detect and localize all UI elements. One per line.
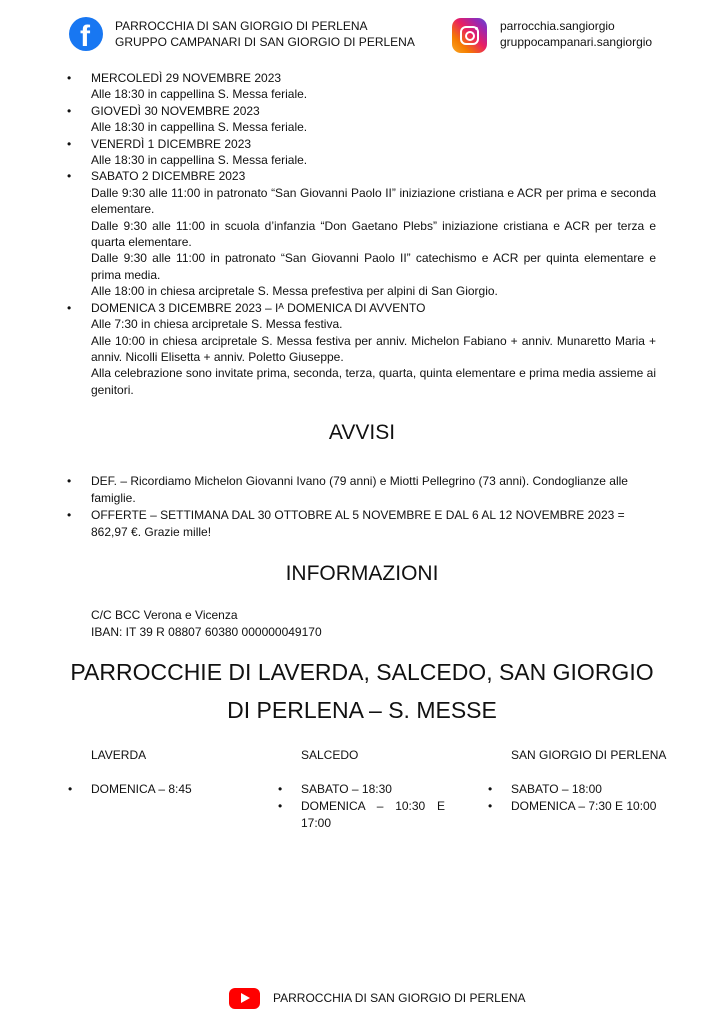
- schedule-line: Alle 18:30 in cappellina S. Messa feriale.: [91, 153, 308, 168]
- schedule-line: Alle 18:00 in chiesa arcipretale S. Messa prefestiva per alpini di San Giorgio.: [91, 284, 498, 299]
- mass-time: SABATO – 18:00: [511, 782, 602, 796]
- avvisi-heading: AVVISI: [328, 421, 396, 444]
- footer: [0, 988, 724, 1010]
- weekly-schedule: [0, 70, 724, 398]
- avviso-text: DEF. – Ricordiamo Michelon Giovanni Ivano (79 anni) e Miotti Pellegrino (73 anni). Condoglianze alle famiglie.: [91, 474, 628, 505]
- mass-time: DOMENICA – 8:45: [91, 782, 192, 796]
- mass-column-san-giorgio: [488, 748, 671, 815]
- schedule-day: MERCOLEDÌ 29 NOVEMBRE 2023: [91, 71, 282, 85]
- instagram-account-1: parrocchia.sangiorgio: [500, 19, 615, 33]
- bullet: •: [67, 103, 72, 118]
- mass-time: DOMENICA – 7:30 E 10:00: [511, 799, 657, 813]
- instagram-account-2: gruppocampanari.sangiorgio: [500, 35, 653, 49]
- schedule-item: [0, 70, 724, 103]
- schedule-item: [0, 136, 724, 169]
- schedule-line: Alla celebrazione sono invitate prima, seconda, terza, quarta, quinta elementare e prima media assieme ai genitori.: [91, 366, 656, 397]
- schedule-item: [0, 168, 724, 299]
- parish-name: SALCEDO: [301, 748, 359, 762]
- schedule-line: Dalle 9:30 alle 11:00 in patronato “San Giovanni Paolo II” catechismo e ACR per quinta elementare e prima media.: [91, 251, 656, 282]
- schedule-day: SABATO 2 DICEMBRE 2023: [91, 169, 246, 184]
- facebook-accounts: [115, 18, 415, 50]
- youtube-icon[interactable]: [229, 988, 260, 1009]
- bullet: •: [68, 782, 73, 796]
- mass-time: SABATO – 18:30: [301, 782, 392, 796]
- avviso-text: OFFERTE – SETTIMANA DAL 30 OTTOBRE AL 5 NOVEMBRE E DAL 6 AL 12 NOVEMBRE 2023 = 862,97 €. Grazie mille!: [91, 508, 625, 539]
- mass-time-item: [278, 798, 445, 832]
- informazioni-heading: INFORMAZIONI: [285, 562, 439, 585]
- schedule-line: Alle 18:30 in cappellina S. Messa feriale.: [91, 120, 308, 135]
- avviso-item: [0, 507, 724, 541]
- parish-name: LAVERDA: [91, 748, 147, 762]
- bullet: •: [67, 508, 72, 522]
- facebook-group-name: GRUPPO CAMPANARI DI SAN GIORGIO DI PERLENA: [115, 35, 415, 49]
- parish-name: SAN GIORGIO DI PERLENA: [511, 748, 667, 762]
- iban: IBAN: IT 39 R 08807 60380 000000049170: [91, 624, 322, 639]
- instagram-icon[interactable]: [452, 18, 487, 53]
- schedule-item: [0, 300, 724, 398]
- schedule-line: Alle 18:30 in cappellina S. Messa feriale.: [91, 87, 308, 102]
- bullet: •: [67, 71, 72, 85]
- bullet: •: [67, 474, 72, 488]
- mass-column-salcedo: [278, 748, 445, 832]
- facebook-icon[interactable]: f: [69, 17, 103, 51]
- bullet: •: [67, 300, 72, 315]
- schedule-line: Dalle 9:30 alle 11:00 in patronato “San Giovanni Paolo II” iniziazione cristiana e ACR per prima e seconda elementare.: [91, 185, 656, 217]
- schedule-day: GIOVEDÌ 30 NOVEMBRE 2023: [91, 103, 260, 118]
- schedule-day: VENERDÌ 1 DICEMBRE 2023: [91, 136, 252, 151]
- facebook-page-name: PARROCCHIA DI SAN GIORGIO DI PERLENA: [115, 19, 368, 33]
- schedule-line: Dalle 9:30 alle 11:00 in scuola d’infanzia “Don Gaetano Plebs” iniziazione cristiana e ACR per terza e quarta elementare.: [91, 218, 656, 250]
- mass-time-item: [68, 781, 251, 798]
- bullet: •: [488, 799, 493, 813]
- mass-time: DOMENICA – 10:30 E 17:00: [301, 799, 445, 830]
- bullet: •: [67, 169, 72, 184]
- avvisi-list: [0, 473, 724, 541]
- mass-time-item: [488, 798, 671, 815]
- bullet: •: [488, 782, 493, 796]
- mass-column-laverda: [68, 748, 251, 798]
- mass-time-item: [488, 781, 671, 798]
- schedule-day: DOMENICA 3 DICEMBRE 2023 – Iᴬ DOMENICA DI AVVENTO: [91, 300, 426, 315]
- bank-details: [91, 607, 322, 640]
- mass-time-item: [278, 781, 445, 798]
- bank-name: C/C BCC Verona e Vicenza: [91, 608, 238, 622]
- schedule-line: Alle 7:30 in chiesa arcipretale S. Messa festiva.: [91, 317, 343, 332]
- bullet: •: [278, 799, 283, 813]
- avviso-item: [0, 473, 724, 507]
- instagram-accounts: [500, 18, 652, 50]
- schedule-line: Alle 10:00 in chiesa arcipretale S. Messa festiva per anniv. Michelon Fabiano + anniv. Munaretto Maria + anniv. Nicolli Elisetta + anniv. Poletto Giuseppe.: [91, 333, 656, 364]
- mass-times-heading: PARROCCHIE DI LAVERDA, SALCEDO, SAN GIORGIO DI PERLENA – S. MESSE: [70, 659, 654, 723]
- bullet: •: [278, 782, 283, 796]
- schedule-item: [0, 103, 724, 136]
- bullet: •: [67, 136, 72, 151]
- header: [0, 17, 724, 57]
- youtube-channel-name: PARROCCHIA DI SAN GIORGIO DI PERLENA: [273, 991, 526, 1005]
